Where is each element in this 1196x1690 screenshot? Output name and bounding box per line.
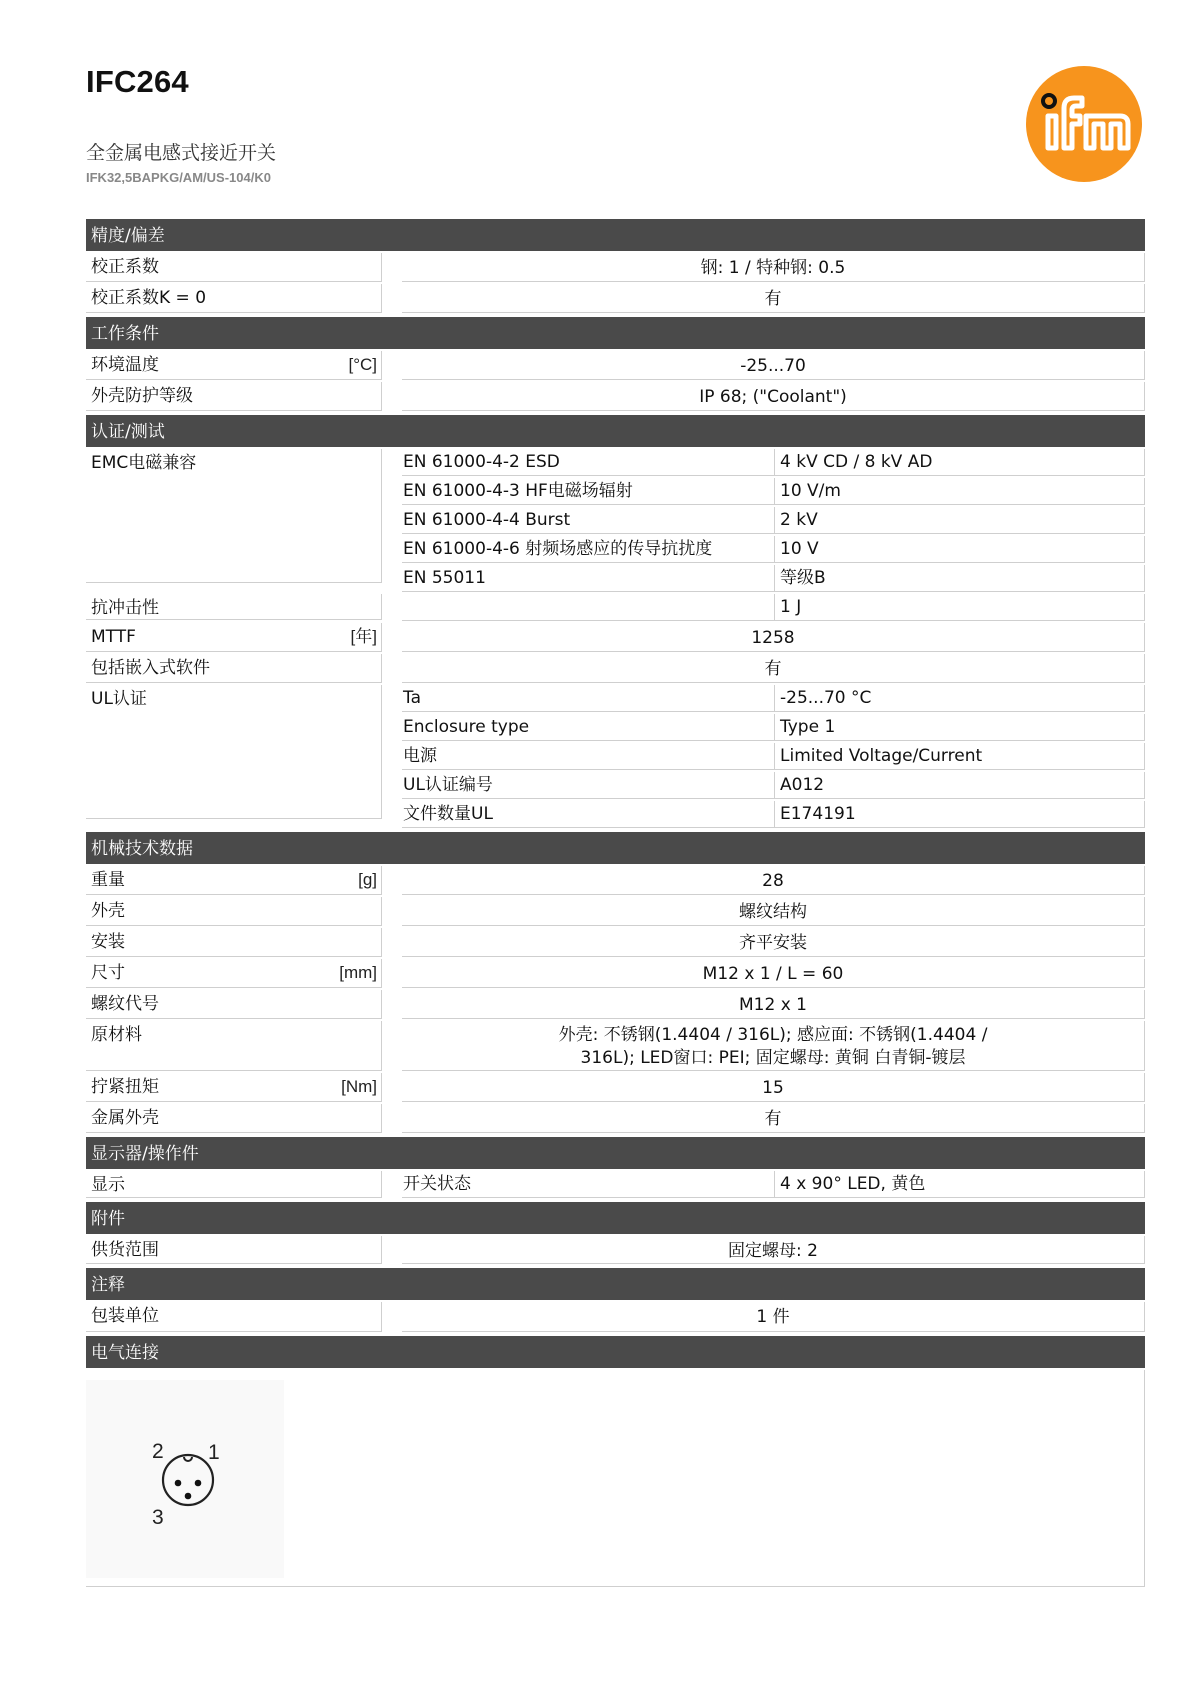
row-value: 有 — [402, 284, 1145, 313]
row-label: 供货范围 — [86, 1236, 382, 1264]
row-packaging-unit — [86, 1302, 1145, 1332]
unit-label: [年] — [350, 627, 377, 646]
row-material — [86, 1021, 1145, 1071]
ul-subtable — [402, 685, 1145, 828]
row-label: 尺寸 [mm] — [86, 959, 382, 988]
ifm-logo — [1024, 64, 1144, 184]
section-header-electrical-connection: 电气连接 — [86, 1336, 1145, 1368]
section-header-operating-conditions: 工作条件 — [86, 317, 1145, 349]
section-header-approvals: 认证/测试 — [86, 415, 1145, 447]
row-value: 1258 — [402, 623, 1145, 652]
ul-row: Enclosure type Type 1 — [402, 714, 1145, 741]
row-label: 原材料 — [86, 1021, 382, 1071]
row-ambient-temperature — [86, 351, 1145, 380]
row-label: 显示 — [86, 1171, 382, 1198]
row-label: 包括嵌入式软件 — [86, 654, 382, 683]
section-header-remarks: 注释 — [86, 1268, 1145, 1300]
row-label: 校正系数 — [86, 253, 382, 282]
emc-row: EN 61000-4-2 ESD 4 kV CD / 8 kV AD — [402, 449, 1145, 476]
row-correction-factor-k0 — [86, 284, 1145, 313]
row-value: 钢: 1 / 特种钢: 0.5 — [402, 253, 1145, 282]
row-value: 4 x 90° LED, 黄色 — [775, 1171, 1145, 1197]
row-scope-of-delivery — [86, 1236, 1145, 1264]
row-value: 固定螺母: 2 — [402, 1236, 1145, 1264]
section-header-mechanical-data: 机械技术数据 — [86, 832, 1145, 864]
row-value: 有 — [402, 654, 1145, 683]
section-header-accuracy: 精度/偏差 — [86, 219, 1145, 251]
row-shock-resistance — [86, 594, 1145, 621]
connector-face-icon — [86, 1380, 284, 1578]
row-label: 拧紧扭矩 [Nm] — [86, 1073, 382, 1102]
ul-row: Ta -25...70 °C — [402, 685, 1145, 712]
row-label: 抗冲击性 — [86, 594, 382, 620]
row-label: EMC电磁兼容 — [86, 449, 382, 583]
row-emc — [86, 449, 1145, 592]
product-subtitle: 全金属电感式接近开关 — [86, 142, 277, 164]
row-label: UL认证 — [86, 685, 382, 819]
unit-label: [Nm] — [341, 1077, 377, 1096]
row-label: 包装单位 — [86, 1302, 382, 1332]
row-value: 1 件 — [402, 1302, 1145, 1332]
row-label: 校正系数K = 0 — [86, 284, 382, 313]
row-value: 1 J — [775, 594, 1145, 620]
row-value: 外壳: 不锈钢(1.4404 / 316L); 感应面: 不锈钢(1.4404 / 316L); LED窗口: PEI; 固定螺母: 黄铜 白青铜-镀层 — [402, 1021, 1145, 1071]
row-value: 28 — [402, 866, 1145, 895]
row-tightening-torque — [86, 1073, 1145, 1102]
ul-row: UL认证编号 A012 — [402, 772, 1145, 799]
row-label: MTTF [年] — [86, 623, 382, 652]
emc-row: EN 55011 等级B — [402, 565, 1145, 592]
unit-label: [g] — [358, 870, 377, 889]
row-value: 螺纹结构 — [402, 897, 1145, 926]
row-mounting — [86, 928, 1145, 957]
row-value: M12 x 1 — [402, 990, 1145, 1019]
row-display — [86, 1171, 1145, 1198]
row-housing — [86, 897, 1145, 926]
pin-label-1: 1 — [208, 1441, 220, 1464]
row-dimensions — [86, 959, 1145, 988]
row-value: M12 x 1 / L = 60 — [402, 959, 1145, 988]
row-metal-housing — [86, 1104, 1145, 1133]
row-weight — [86, 866, 1145, 895]
datasheet-table — [86, 219, 1145, 1587]
row-label: 重量 [g] — [86, 866, 382, 895]
section-header-accessories: 附件 — [86, 1202, 1145, 1234]
row-label: 螺纹代号 — [86, 990, 382, 1019]
product-code: IFK32,5BAPKG/AM/US-104/K0 — [86, 170, 271, 185]
emc-row: EN 61000-4-4 Burst 2 kV — [402, 507, 1145, 534]
row-value: 15 — [402, 1073, 1145, 1102]
emc-row: EN 61000-4-6 射频场感应的传导抗扰度 10 V — [402, 536, 1145, 563]
row-correction-factor — [86, 253, 1145, 282]
ul-row: 文件数量UL E174191 — [402, 801, 1145, 828]
connection-diagram-area — [86, 1370, 1145, 1587]
row-thread — [86, 990, 1145, 1019]
pin-label-2: 2 — [152, 1440, 164, 1463]
row-label: 金属外壳 — [86, 1104, 382, 1133]
row-label: 安装 — [86, 928, 382, 957]
row-label: 环境温度 [°C] — [86, 351, 382, 380]
pin-label-3: 3 — [152, 1506, 164, 1529]
connector-pinout-diagram — [86, 1380, 284, 1578]
row-label: 外壳防护等级 — [86, 382, 382, 411]
row-value: -25...70 — [402, 351, 1145, 380]
row-value: 齐平安装 — [402, 928, 1145, 957]
row-value: IP 68; ("Coolant") — [402, 382, 1145, 411]
emc-row: EN 61000-4-3 HF电磁场辐射 10 V/m — [402, 478, 1145, 505]
display-sub-label: 开关状态 — [402, 1171, 775, 1197]
unit-label: [mm] — [339, 963, 377, 982]
emc-subtable — [402, 449, 1145, 592]
row-ul — [86, 685, 1145, 828]
ul-row: 电源 Limited Voltage/Current — [402, 743, 1145, 770]
row-protection-rating — [86, 382, 1145, 411]
row-label: 外壳 — [86, 897, 382, 926]
section-header-displays: 显示器/操作件 — [86, 1137, 1145, 1169]
product-title: IFC264 — [86, 64, 189, 99]
row-value: 有 — [402, 1104, 1145, 1133]
row-mttf — [86, 623, 1145, 652]
row-embedded-software — [86, 654, 1145, 683]
unit-label: [°C] — [348, 355, 377, 374]
